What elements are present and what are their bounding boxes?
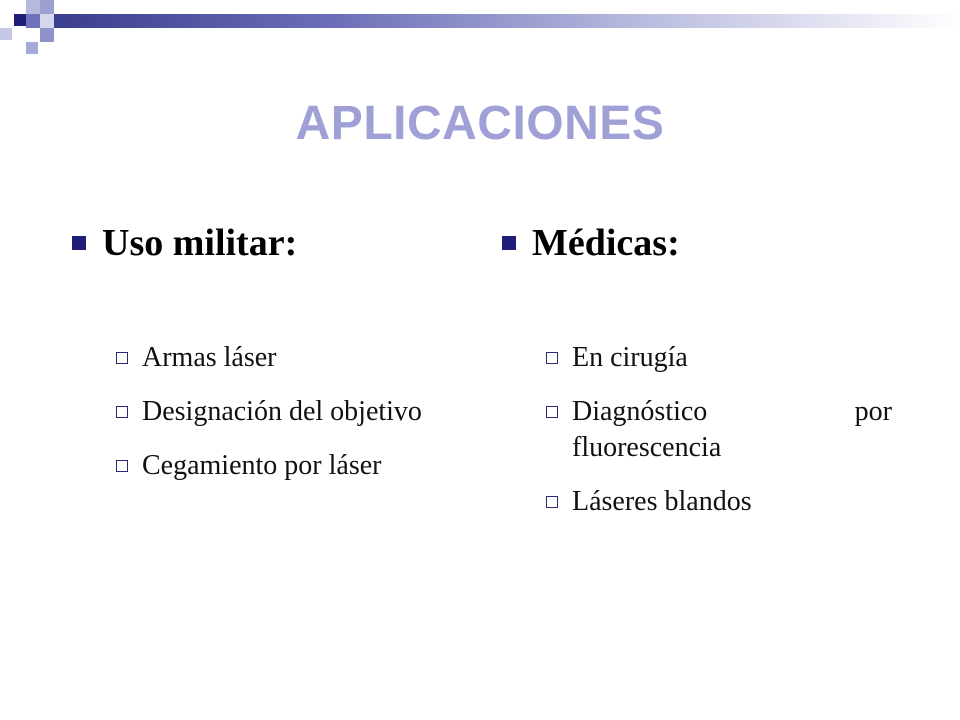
header-gradient-bar <box>54 14 960 28</box>
decor-square <box>40 28 54 42</box>
hollow-square-bullet-icon <box>116 460 128 472</box>
hollow-square-bullet-icon <box>546 352 558 364</box>
list-item-text: Láseres blandos <box>572 486 752 517</box>
decor-square <box>40 14 54 28</box>
column-heading <box>72 218 472 268</box>
hollow-square-bullet-icon <box>546 406 558 418</box>
list-item-text: Designación del objetivo <box>142 396 422 427</box>
list-item <box>502 484 902 520</box>
filled-square-bullet-icon <box>72 236 86 250</box>
decor-square <box>26 0 40 14</box>
decor-square <box>26 14 40 28</box>
hollow-square-bullet-icon <box>546 496 558 508</box>
decor-square <box>40 0 54 14</box>
hollow-square-bullet-icon <box>116 352 128 364</box>
filled-square-bullet-icon <box>502 236 516 250</box>
item-list <box>502 340 902 520</box>
list-item-text: En cirugía <box>572 342 688 373</box>
list-item-text: Armas láser <box>142 342 277 373</box>
column-military <box>72 218 472 502</box>
list-item <box>72 394 472 430</box>
list-item <box>72 448 472 484</box>
item-list <box>72 340 472 484</box>
list-item <box>72 340 472 376</box>
column-heading <box>502 218 902 268</box>
heading-text: Uso militar: <box>102 222 298 264</box>
slide-title: APLICACIONES <box>295 97 665 150</box>
decor-square <box>26 42 38 54</box>
list-item-text: Diagnóstico por fluorescencia <box>572 396 892 463</box>
list-item <box>502 340 902 376</box>
hollow-square-bullet-icon <box>116 406 128 418</box>
decor-square <box>14 14 26 26</box>
list-item <box>502 394 902 466</box>
column-medical <box>502 218 902 538</box>
list-item-text: Cegamiento por láser <box>142 450 382 481</box>
heading-text: Médicas: <box>532 222 680 264</box>
decor-square <box>0 28 12 40</box>
